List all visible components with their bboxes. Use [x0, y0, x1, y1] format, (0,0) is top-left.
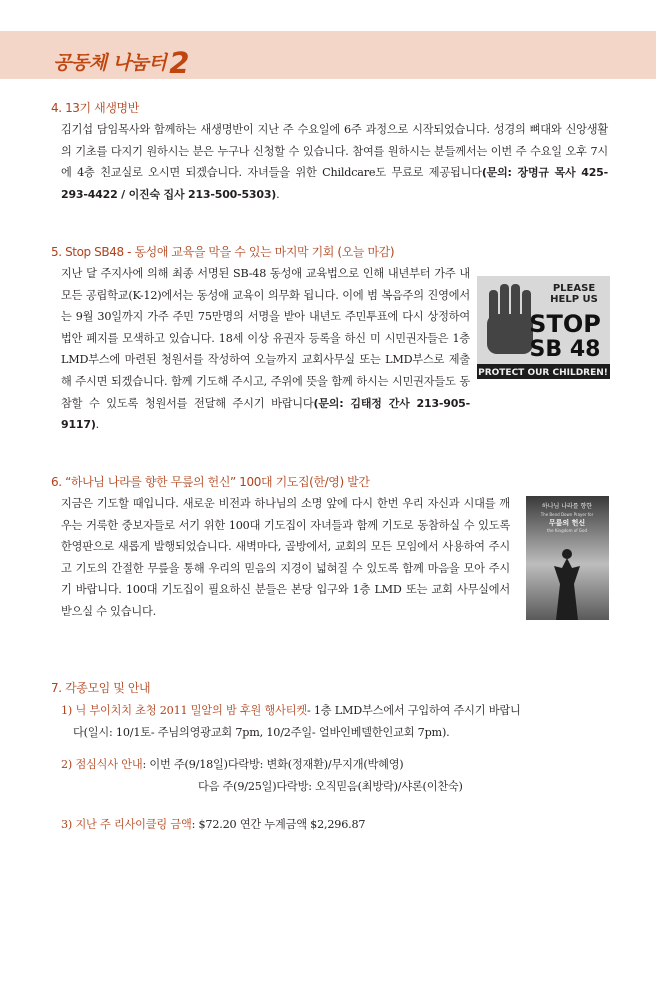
- list-item-continuation: 다음 주(9/25일)다락방: 오직믿음(최방락)/샤론(이찬숙): [198, 780, 463, 793]
- body-end: .: [276, 187, 280, 201]
- section-heading: 5. Stop SB48 - 동성애 교육을 막을 수 있는 마지막 기회 (오늘 마감): [51, 245, 395, 259]
- image-text: STOP: [529, 310, 601, 338]
- image-text: HELP US: [550, 294, 598, 305]
- item-label: 3) 지난 주 리사이클링 금액: [61, 818, 192, 831]
- image-text: SB 48: [529, 337, 601, 362]
- page-number: 2: [169, 46, 189, 80]
- section-heading: 7. 각종모임 및 안내: [51, 681, 151, 695]
- book-title: 하나님 나라를 향한: [541, 503, 593, 510]
- body-text: 김기섭 담임목사와 함께하는 새생명반이 지난 주 수요일에 6주 과정으로 시작되었습니다. 성경의 뼈대와 신앙생활의 기초를 다지기 원하시는 분은 누구나 신청할 수 있습니다. 참여를 원하시는 분들께서는 이번 주 수요일 오후 7시에 4층 친교실로 오시면 되겠습니다. 자녀들을 위한 Childcare도 무료로 제공됩니다: [61, 123, 608, 180]
- page-title: [53, 42, 189, 80]
- item-text: : $72.20 연간 누계금액 $2,296.87: [191, 818, 366, 831]
- section-heading: 6. “하나님 나라를 향한 무릎의 헌신” 100대 기도집(한/영) 발간: [51, 475, 370, 489]
- list-item: [61, 700, 521, 722]
- list-item-continuation: 다(일시: 10/1토- 주님의영광교회 7pm, 10/2주일- 얼바인베델한인교회 7pm).: [73, 726, 450, 739]
- body-end: .: [95, 418, 100, 432]
- list-item: [61, 754, 403, 776]
- section-body: [61, 263, 470, 436]
- body-text: 지난 달 주지사에 의해 최종 서명된 SB-48 동성애 교육법으로 인해 내년부터 가주 내 모든 공립학교(K-12)에서는 동성애 교육이 의무화 됩니다. 이에 범 복음주의 진영에서는 9월 30일까지 가주 주민 75만명의 서명을 받아 내년도 주민투표에 다시 상정하여 법안 폐지를 모색하고 있습니다. 18세 이상 유권자 등록을 하신 미 시민권자들은 1층 LMD부스에 마련된 청원서를 작성하여 오늘까지 교회사무실 또는 LMD부스로 제출해 주시면 되겠습니다. 함께 기도해 주시고, 주위에 뜻을 함께 하시는 시민권자들도 동참할 수 있도록 청원서를 전달해 주시기 바랍니다: [61, 267, 470, 410]
- book-title: 무릎의 헌신: [548, 519, 586, 527]
- section-body: [61, 119, 608, 205]
- book-title: The Bend Down Prayer for: [540, 512, 594, 517]
- item-text: - 1층 LMD부스에서 구입하여 주시기 바랍니: [306, 704, 521, 717]
- book-title: the Kingdom of God: [546, 528, 588, 533]
- item-label: 1) 닉 부이치치 초청 2011 밀알의 밤 후원 행사티켓: [61, 704, 307, 717]
- section-heading: 4. 13기 새생명반: [51, 101, 139, 115]
- image-text: PROTECT OUR CHILDREN!: [478, 368, 608, 378]
- page-title-text: 공동체 나눔터: [53, 52, 167, 74]
- stop-sb48-image: [477, 276, 610, 379]
- list-item: [61, 814, 365, 836]
- prayer-book-cover: [526, 496, 609, 620]
- section-body: 지금은 기도할 때입니다. 새로운 비전과 하나님의 소명 앞에 다시 한번 우리 자신과 시대를 깨우는 거룩한 중보자들로 서기 위한 100대 기도집이 자녀들과 함께 기도로 동참하실 수 있도록 한영판으로 새롭게 발행되었습니다. 새벽마다, 골방에서, 교회의 모든 모임에서 사용하여 주시고 기도의 간절한 무릎을 통해 우리의 믿음의 지경이 넓혀질 수 있도록 함께 마음을 모아 주시기 바랍니다. 100대 기도집이 필요하신 분들은 본당 입구와 1층 LMD 또는 교회 사무실에서 받으실 수 있습니다.: [61, 497, 510, 618]
- item-label: 2) 점심식사 안내: [61, 758, 143, 771]
- item-text: : 이번 주(9/18일)다락방: 변화(정재환)/무지개(박혜영): [142, 758, 404, 771]
- image-text: PLEASE: [552, 283, 596, 294]
- contact-info: (문의: 장명규 목사 425-293-4422 / 이진숙 집사 213-500-5303): [61, 166, 609, 201]
- contact-info: (문의: 김태정 간사 213-905-9117): [61, 396, 471, 432]
